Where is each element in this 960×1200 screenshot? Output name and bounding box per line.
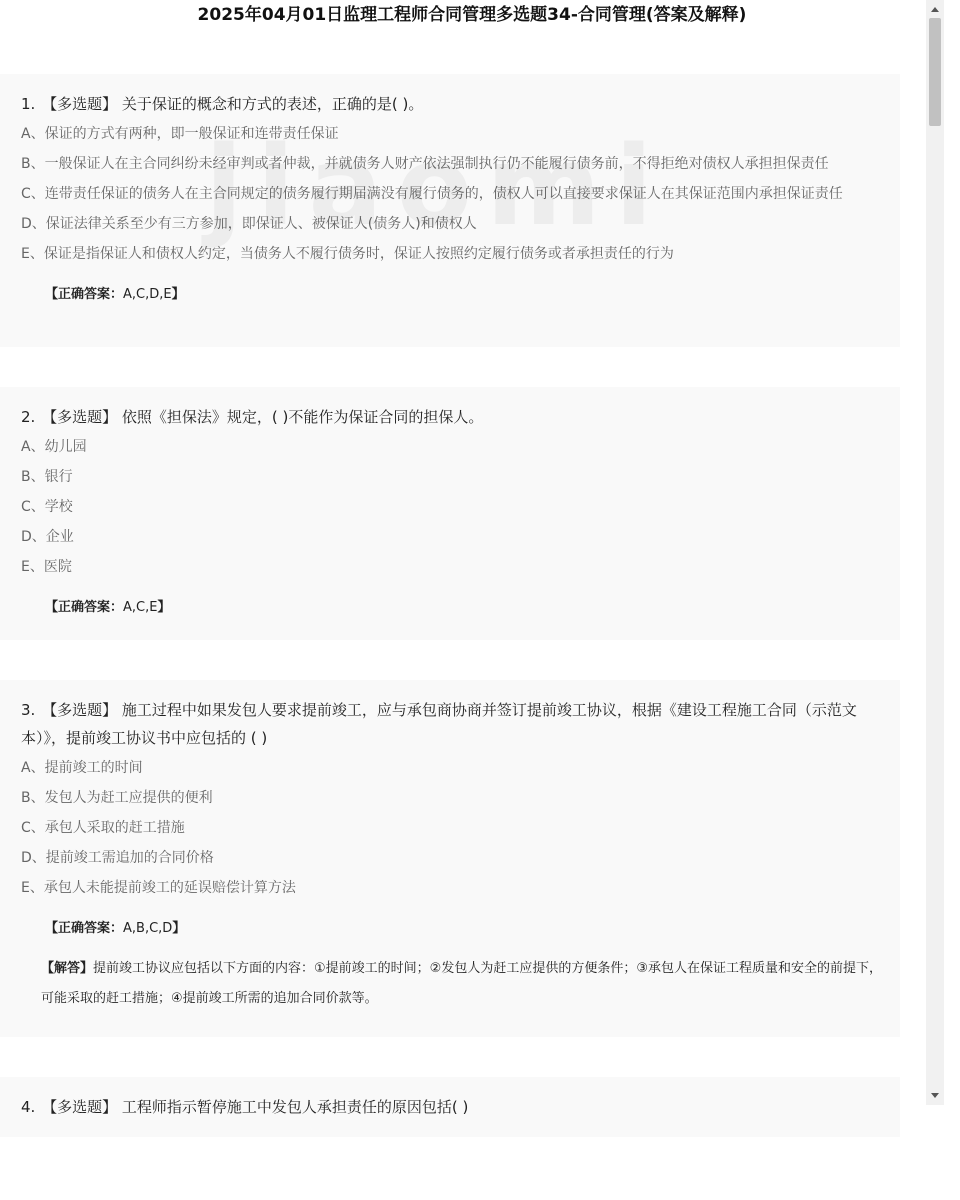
option-e: E、承包人未能提前竣工的延误赔偿计算方法 — [21, 880, 296, 896]
scrollbar-thumb[interactable] — [929, 18, 941, 126]
question-card — [0, 387, 900, 640]
page-title: 2025年04月01日监理工程师合同管理多选题34-合同管理(答案及解释) — [197, 5, 747, 25]
option-a: A、保证的方式有两种，即一般保证和连带责任保证 — [21, 126, 339, 142]
question-text: 【多选题】 施工过程中如果发包人要求提前竣工，应与承包商协商并签订提前竣工协议，根据《建设工程施工合同（示范文本）》，提前竣工协议书中应包括的 ( ) — [21, 701, 857, 747]
answer-explanation: 【解答】提前竣工协议应包括以下方面的内容：①提前竣工的时间；②发包人为赶工应提供的方便条件；③承包人在保证工程质量和安全的前提下，可能采取的赶工措施；④提前竣工所需的追加合同价款等。 — [41, 961, 882, 1006]
question-stem — [21, 1093, 888, 1121]
question-text: 【多选题】 工程师指示暂停施工中发包人承担责任的原因包括( ) — [42, 1098, 469, 1116]
option-c: C、承包人采取的赶工措施 — [21, 820, 185, 836]
option-a: A、幼儿园 — [21, 439, 87, 455]
answer-value: A,C,D,E — [123, 287, 172, 302]
vertical-scrollbar[interactable] — [926, 0, 944, 1105]
question-number: 4. — [21, 1098, 36, 1116]
option-e: E、保证是指保证人和债权人约定，当债务人不履行债务时，保证人按照约定履行债务或者承担责任的行为 — [21, 246, 674, 262]
option-d: D、企业 — [21, 529, 74, 545]
option-c: C、连带责任保证的债务人在主合同规定的债务履行期届满没有履行债务的，债权人可以直接要求保证人在其保证范围内承担保证责任 — [21, 186, 843, 202]
option-b: B、一般保证人在主合同纠纷未经审判或者仲裁，并就债务人财产依法强制执行仍不能履行债务前，不得拒绝对债权人承担担保责任 — [21, 156, 829, 172]
question-stem — [21, 696, 888, 752]
question-number: 3. — [21, 701, 36, 719]
scroll-up-arrow-icon[interactable] — [931, 7, 939, 12]
option-e: E、医院 — [21, 559, 72, 575]
question-card — [0, 74, 900, 347]
scroll-down-arrow-icon[interactable] — [931, 1093, 939, 1098]
correct-answer: 【正确答案：A,B,C,D】 — [45, 921, 186, 936]
explanation-text: 提前竣工协议应包括以下方面的内容：①提前竣工的时间；②发包人为赶工应提供的方便条件；③承包人在保证工程质量和安全的前提下，可能采取的赶工措施；④提前竣工所需的追加合同价款等。 — [41, 961, 882, 1006]
question-stem — [21, 90, 888, 118]
answer-value: A,C,E — [123, 600, 158, 615]
question-number: 2. — [21, 408, 36, 426]
correct-answer: 【正确答案：A,C,D,E】 — [45, 287, 185, 302]
option-b: B、银行 — [21, 469, 73, 485]
question-card — [0, 680, 900, 1037]
question-text: 【多选题】 关于保证的概念和方式的表述，正确的是( )。 — [42, 95, 424, 113]
option-a: A、提前竣工的时间 — [21, 760, 143, 776]
answer-value: A,B,C,D — [123, 921, 173, 936]
option-c: C、学校 — [21, 499, 73, 515]
option-d: D、保证法律关系至少有三方参加，即保证人、被保证人(债务人)和债权人 — [21, 216, 477, 232]
correct-answer: 【正确答案：A,C,E】 — [45, 600, 171, 615]
question-text: 【多选题】 依照《担保法》规定，( )不能作为保证合同的担保人。 — [42, 408, 484, 426]
question-stem — [21, 403, 888, 431]
question-card — [0, 1077, 900, 1137]
option-d: D、提前竣工需追加的合同价格 — [21, 850, 214, 866]
question-number: 1. — [21, 95, 36, 113]
option-b: B、发包人为赶工应提供的便利 — [21, 790, 213, 806]
